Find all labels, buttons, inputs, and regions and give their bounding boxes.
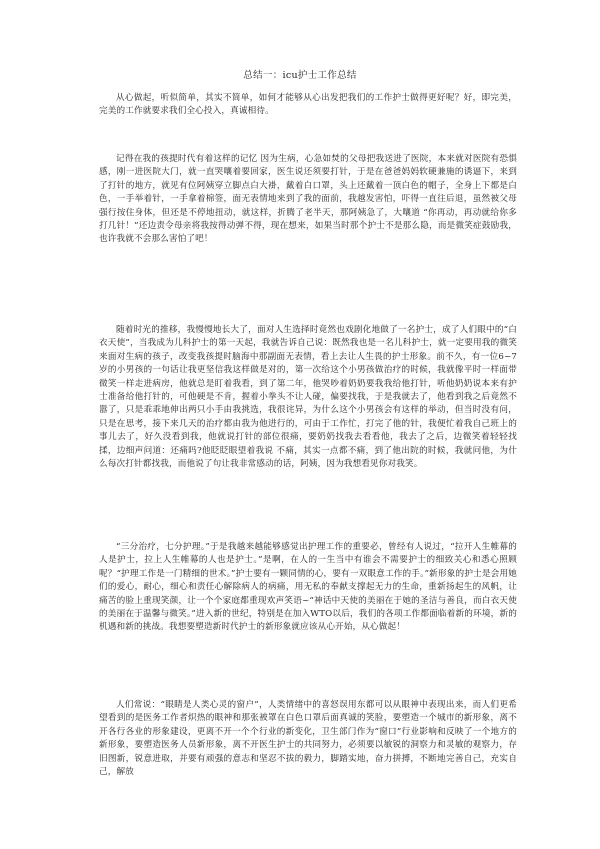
paragraph-nursing-importance: “三分治疗，七分护理。”于是我越来越能够感觉出护理工作的重要必，曾经有人说过，“拉开人生帷幕的人是护士，拉上人生帷幕的人也是护士。”是啊，在人的一生当中有谁会不需要护士的细致关心和悉心照顾呢？“护理工作是一门精细的世术。”护士要有一颗同情的心，要有一双眼意工作的手。”新形象的护士是会用她们的爱心，耐心，细心和责任心解除病人的病痛，用无私的奉献支撑起无力的生命，重新扬起生的风帆，让痛苦的脸上重现笑颜，让一个个家庭都重现欢声笑语~“神话中天使的美丽在于她的圣洁与善良，而白衣天使的美丽在于温馨与微笑。”进入新的世纪，特别是在加入WTO以后，我们的各项工作都面临着新的环境，新的机遇和新的挑战。我想要塑造新时代护士的新形象就应该从心开始，从心做起！: [99, 542, 517, 633]
paragraph-intro: 从心做起，听似简单，其实不简单，如何才能够从心出发把我们的工作护士做得更好呢？好，即完美，完美的工作就要求我们全心投入，真诚相待。: [99, 93, 517, 117]
document-title: 总结一：icu护士工作总结: [243, 70, 357, 81]
paragraph-new-image: 人们常说：“眼睛是人类心灵的窗户”，人类情绪中的喜怒误用东都可以从眼神中表现出来，而人们更希望看到的是医务工作者炽热的眼神和那张被罩在白色口罩后面真诚的笑脸，要塑造一个城市的新形象，离不开各行各业的形象建设，更离不开一个个行业的新变化，卫生部门作为“窗口”行业影响和反映了一个地方的新形象，要塑造医务人员新形象，离不开医生护士的共同努力，必须要以敏锐的洞察力和灵敏的观察力，存旧图新，锐意进取，并要有顽强的意志和坚忍不拔的毅力，脚踏实地，奋力拼搏，不断地完善自己，充实自己，解放: [99, 700, 517, 778]
paragraph-childhood-memory: 记得在我的孩提时代有着这样的记忆 因为生病，心急如焚的父母把我送进了医院，本来就对医院有恐惧感，刚一进医院大门，就一直哭嚷着要回家，医生说还须要打针，于是在爸爸妈妈软硬兼施的诱逼下，来到了打针的地方，就见有位阿姨穿立脚点白大褂，戴着白口罩，头上还戴着一顶白色的帽子，全身上下都是白色，一手举着针，一手拿着棉签，面无表情地来到了我的面前，我越发害怕，吓得一直往后退，虽然被父母强行按住身体，但还是不停地扭动，就这样，折腾了老半天，那阿姨急了，大嚷道 “你再动，再动就给你多打几针！”还边责令母亲将我按得动弹不得，现在想来，如果当时那个护士不是那么隐，而是微笑症鼓励我，也许我就不会那么害怕了吧！: [99, 154, 517, 245]
paragraph-pediatric-nurse: 随着时光的推移，我慢慢地长大了，面对人生选择时竟然也戏剧化地做了一名护士，成了人们眼中的“白衣天使”，当我成为儿科护士的第一天起，我就告诉自己说：既然我也是一名儿科护士，就一定要用我的微笑来面对生病的孩子，改变我孩提时脑海中那副面无表情，看上去让人生畏的护士形象。前不久，有一位6~7岁的小男孩的一句话让我更坚信我这样做是对的，第一次给这个小男孩做治疗的时候，我就像平时一样面带微笑一样走进病房，他就总是盯着我看，到了第二年，他哭吵着奶奶要我我给他打针，听他奶奶说本来有护士准备给他打针的，可他硬是不肯，握着小拳头不让人碰，偏要找我，于是我就去了，他看到我之后竟然不嚣了，只是乖乖地伸出两只小手由我挑选，我很诧异，为什么这个小男孩会有这样的举动，但当时没有问，只是在思考，接下来几天的治疗都由我为他进行的，可由于工作忙，打完了他的针，我便忙着我自己班上的事儿去了，好久没看到我，他就说打针的部位很痛，要奶奶找我去看看他，我去了之后，边微笑着轻轻找揉，边细声问道：还痛吗?他眨眨眼望着我说 不痛，其实一点都不痛，到了他出院的时候，我就问他，为什么每次打针都找我，而他说了句让我非常感动的话，阿姨，因为我想看见你对我笑。: [99, 325, 517, 470]
